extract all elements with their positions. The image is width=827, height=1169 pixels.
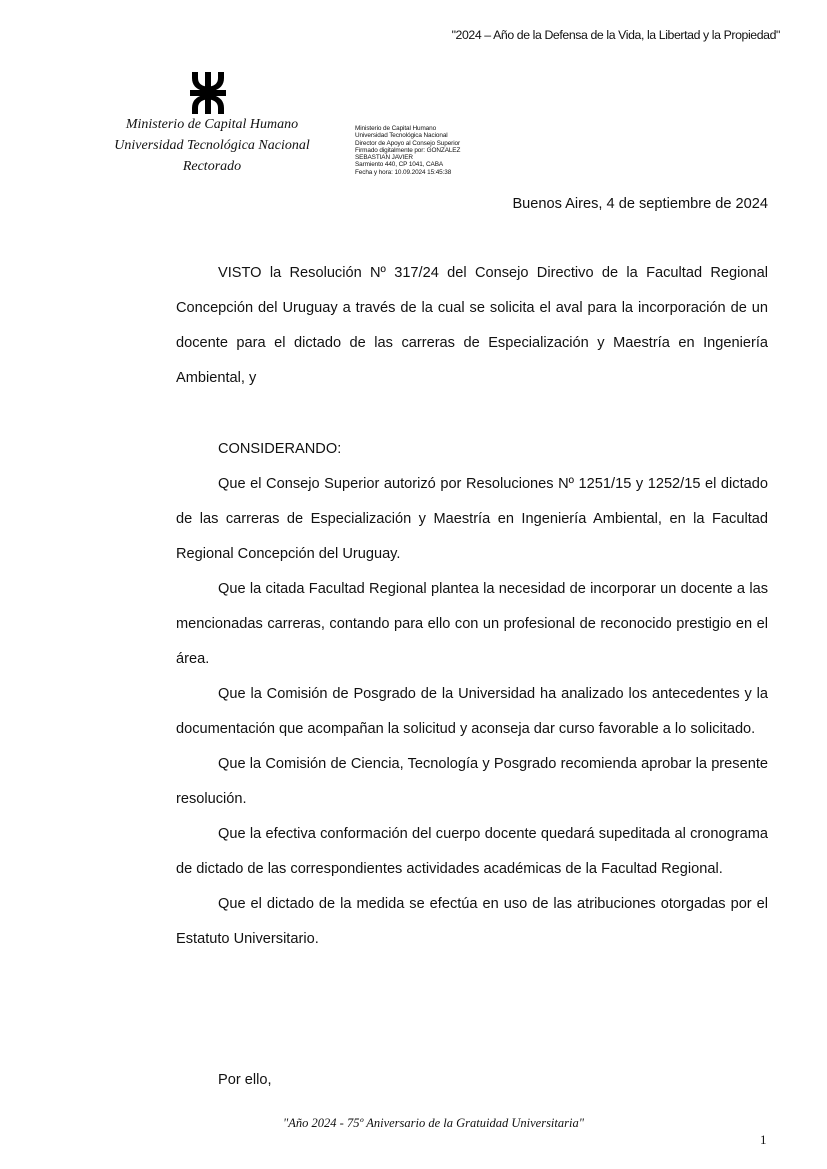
place-and-date: Buenos Aires, 4 de septiembre de 2024 — [512, 196, 768, 212]
considerando-paragraph: Que la efectiva conformación del cuerpo docente quedará supeditada al cronograma de dictado de las correspondientes actividades académicas de la Facultad Regional. — [176, 826, 768, 877]
header-motto: "2024 – Año de la Defensa de la Vida, la Libertad y la Propiedad" — [451, 28, 780, 42]
signature-line: Firmado digitalmente por: GONZALEZ — [355, 146, 461, 154]
visto-paragraph: VISTO la Resolución Nº 317/24 del Consejo Directivo de la Facultad Regional Concepción del Uruguay a través de la cual se solicita el aval para la incorporación de un docente para el dictado de las carreras de Especialización y Maestría en Ingeniería Ambiental, y — [176, 265, 768, 386]
considerando-paragraph: Que el Consejo Superior autorizó por Resoluciones Nº 1251/15 y 1252/15 el dictado de las carreras de Especialización y Maestría en Ingeniería Ambiental, en la Facultad Regional Concepción del Uruguay. — [176, 476, 768, 562]
institution-university: Universidad Tecnológica Nacional — [114, 138, 310, 153]
signature-line: Ministerio de Capital Humano — [355, 125, 437, 132]
considerando-paragraph: Que la citada Facultad Regional plantea la necesidad de incorporar un docente a las mencionadas carreras, contando para ello con un profesional de reconocido prestigio en el área. — [176, 581, 768, 667]
signature-line: Director de Apoyo al Consejo Superior — [355, 139, 460, 147]
considerando-paragraph: Que el dictado de la medida se efectúa en uso de las atribuciones otorgadas por el Estatuto Universitario. — [176, 896, 768, 947]
signature-line: Fecha y hora: 10.09.2024 15:45:38 — [355, 168, 452, 176]
considerando-paragraph: Que la Comisión de Ciencia, Tecnología y Posgrado recomienda aprobar la presente resolución. — [176, 756, 768, 807]
institution-ministry: Ministerio de Capital Humano — [125, 117, 299, 132]
considerandos-section — [176, 467, 768, 957]
institution-rectorado: Rectorado — [182, 159, 242, 174]
utn-logo-icon — [190, 72, 226, 114]
signature-line: SEBASTIAN JAVIER — [355, 154, 413, 162]
signature-line: Sarmiento 440, CP 1041, CABA — [355, 161, 444, 169]
signature-line: Universidad Tecnológica Nacional — [355, 132, 448, 140]
institution-block — [98, 114, 326, 177]
page-number: 1 — [760, 1132, 767, 1147]
visto-section — [176, 256, 768, 396]
considerando-heading: CONSIDERANDO: — [218, 441, 342, 457]
digital-signature-stamp — [355, 125, 460, 176]
footer-motto: "Año 2024 - 75º Aniversario de la Gratuidad Universitaria" — [283, 1116, 584, 1130]
por-ello: Por ello, — [218, 1072, 272, 1088]
considerando-paragraph: Que la Comisión de Posgrado de la Universidad ha analizado los antecedentes y la documentación que acompañan la solicitud y aconseja dar curso favorable a lo solicitado. — [176, 686, 768, 737]
